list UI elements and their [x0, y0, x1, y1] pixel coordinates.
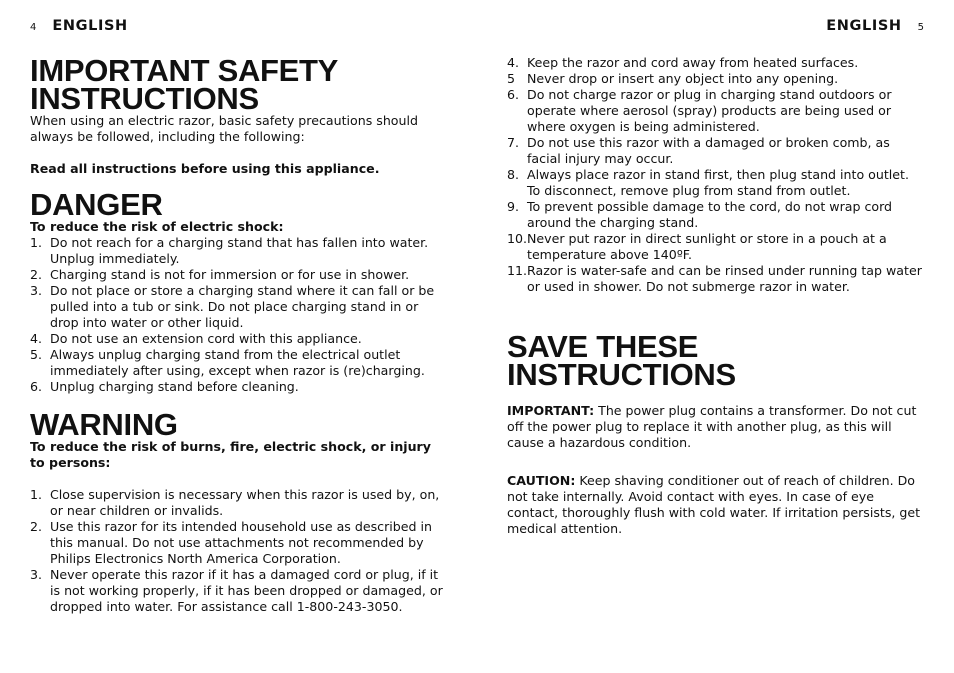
- item-number: 1.: [30, 235, 43, 250]
- item-text: Keep the razor and cord away from heated surfaces.: [527, 55, 859, 70]
- list-item: [30, 487, 450, 519]
- item-text: To prevent possible damage to the cord, do not wrap cord around the charging stand.: [527, 199, 893, 230]
- list-item: [507, 135, 923, 167]
- right-page: [507, 0, 923, 673]
- item-number: 10.: [507, 231, 528, 246]
- item-text: Always place razor in stand first, then plug stand into outlet. To disconnect, remove plug from stand from outlet.: [527, 167, 909, 198]
- item-number: 4.: [30, 331, 43, 346]
- important-text: The power plug contains a transformer. Do not cut off the power plug to replace it with another plug, as this will cause a hazardous condition.: [507, 403, 917, 450]
- list-item: [30, 235, 450, 267]
- item-text: Do not reach for a charging stand that has fallen into water. Unplug immediately.: [50, 235, 429, 266]
- caution-text: Keep shaving conditioner out of reach of children. Do not take internally. Avoid contact with eyes. In case of eye contact, thoroughly flush with cold water. If irritation persists, get medical attention.: [507, 473, 921, 536]
- item-text: Charging stand is not for immersion or for use in shower.: [50, 267, 410, 282]
- caution-note: [507, 473, 923, 537]
- list-item: [30, 331, 450, 347]
- danger-title: DANGER: [30, 187, 163, 222]
- safety-title: [30, 53, 450, 116]
- danger-subtitle: To reduce the risk of electric shock:: [30, 219, 284, 234]
- item-text: Never drop or insert any object into any opening.: [527, 71, 839, 86]
- list-item: [30, 379, 450, 395]
- warning-list: [30, 487, 450, 615]
- item-text: Razor is water-safe and can be rinsed under running tap water or used in shower. Do not submerge razor in water.: [527, 263, 922, 294]
- list-item: [30, 567, 450, 615]
- read-all-notice: Read all instructions before using this appliance.: [30, 161, 380, 176]
- item-text: Always unplug charging stand from the electrical outlet immediately after using, except when razor is (re)charging.: [50, 347, 425, 378]
- important-label: IMPORTANT:: [507, 403, 595, 418]
- item-text: Do not place or store a charging stand where it can fall or be pulled into a tub or sink. Do not place charging stand in or drop into water or other liquid.: [50, 283, 435, 330]
- warning-title: WARNING: [30, 407, 178, 442]
- intro-text: When using an electric razor, basic safety precautions should always be followed, including the following:: [30, 113, 418, 144]
- item-number: 5.: [30, 347, 43, 362]
- list-item: [30, 267, 450, 283]
- save-instructions-title: [507, 329, 923, 392]
- list-item: [507, 87, 923, 135]
- list-item: [30, 347, 450, 379]
- item-text: Use this razor for its intended household use as described in this manual. Do not use attachments not recommended by Philips Electronics North America Corporation.: [50, 519, 432, 566]
- item-text: Do not charge razor or plug in charging stand outdoors or operate where aerosol (spray) products are being used or where oxygen is being administered.: [527, 87, 892, 134]
- safety-list-continued: [507, 55, 923, 295]
- save-title-line2: INSTRUCTIONS: [507, 357, 736, 392]
- list-item: [507, 263, 923, 295]
- item-text: Never operate this razor if it has a damaged cord or plug, if it is not working properly, if it has been dropped or damaged, or dropped into water. For assistance call 1-800-243-3050.: [50, 567, 443, 614]
- item-number: 6.: [30, 379, 43, 394]
- item-text: Never put razor in direct sunlight or store in a pouch at a temperature above 140ºF.: [527, 231, 887, 262]
- list-item: [507, 199, 923, 231]
- list-item: [507, 167, 923, 199]
- item-number: 7.: [507, 135, 520, 150]
- left-page: [30, 0, 450, 673]
- item-text: Do not use this razor with a damaged or broken comb, as facial injury may occur.: [527, 135, 890, 166]
- safety-title-line2: INSTRUCTIONS: [30, 81, 259, 116]
- right-page-number: 5: [917, 22, 924, 33]
- left-page-number: 4: [30, 22, 37, 33]
- item-number: 2.: [30, 267, 43, 282]
- save-title-line1: SAVE THESE: [507, 329, 699, 364]
- item-number: 8.: [507, 167, 520, 182]
- list-item: [507, 55, 923, 71]
- item-number: 3.: [30, 567, 43, 582]
- item-number: 4.: [507, 55, 520, 70]
- caution-label: CAUTION:: [507, 473, 576, 488]
- item-number: 11.: [507, 263, 528, 278]
- right-language-label: ENGLISH: [826, 18, 902, 34]
- left-language-label: ENGLISH: [52, 18, 128, 34]
- important-note: [507, 403, 923, 451]
- list-item: [30, 519, 450, 567]
- item-number: 3.: [30, 283, 43, 298]
- item-text: Close supervision is necessary when this razor is used by, on, or near children or invalids.: [50, 487, 440, 518]
- item-text: Do not use an extension cord with this appliance.: [50, 331, 362, 346]
- safety-title-line1: IMPORTANT SAFETY: [30, 53, 339, 88]
- item-text: Unplug charging stand before cleaning.: [50, 379, 299, 394]
- item-number: 2.: [30, 519, 43, 534]
- item-number: 6.: [507, 87, 520, 102]
- list-item: [507, 71, 923, 87]
- danger-list: [30, 235, 450, 395]
- item-number: 5: [507, 71, 516, 86]
- list-item: [507, 231, 923, 263]
- warning-subtitle: To reduce the risk of burns, fire, electric shock, or injury to persons:: [30, 439, 431, 470]
- item-number: 1.: [30, 487, 43, 502]
- item-number: 9.: [507, 199, 520, 214]
- list-item: [30, 283, 450, 331]
